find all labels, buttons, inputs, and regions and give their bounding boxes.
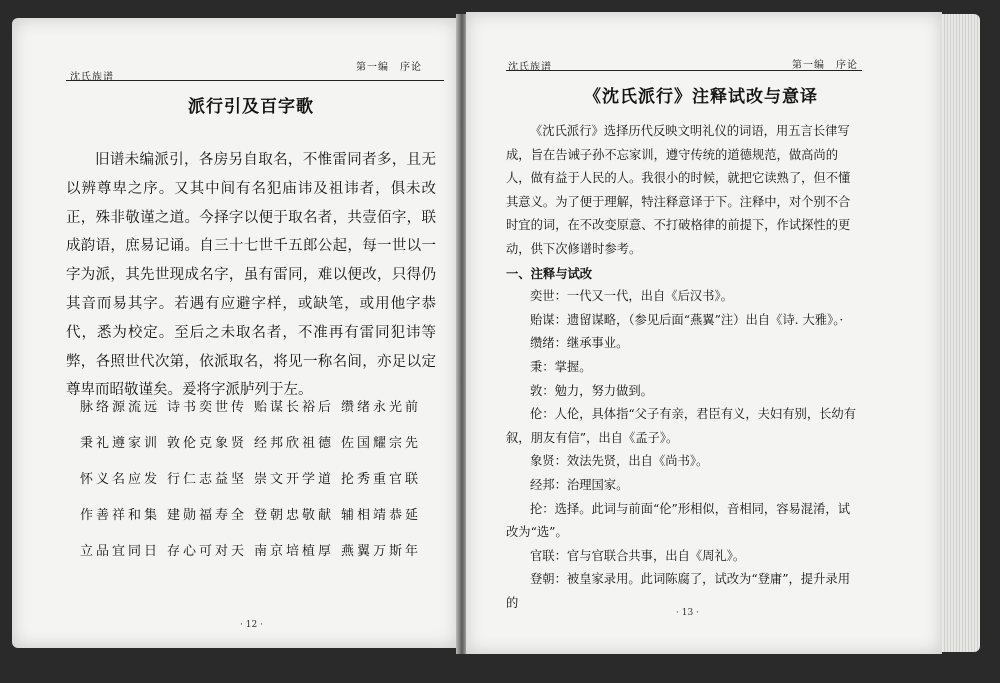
left-page-title: 派行引及百字歌 bbox=[188, 97, 314, 117]
left-header-chapter: 第一编 序论 bbox=[356, 62, 422, 73]
entry-paragraph: 秉：掌握。 bbox=[530, 359, 592, 374]
entry-paragraph: 敦：勉力，努力做到。 bbox=[530, 383, 653, 398]
entry-paragraph: 伦：人伦，具体指“父子有亲，君臣有义，夫妇有别，长幼有叙，朋友有信”，出自《孟子》。 bbox=[506, 407, 857, 445]
entry-paragraph: 贻谋：遗留谋略，（参见后面“燕翼”注）出自《诗. 大雅》。· bbox=[530, 312, 844, 327]
entry-paragraph: 抡：选择。此词与前面“伦”形相似，音相同，容易混淆，试改为“选”。 bbox=[506, 501, 850, 540]
verse-row bbox=[80, 468, 440, 504]
right-header-book-title: 沈氏族谱 bbox=[508, 62, 552, 73]
entry-paragraph: 官联：官与官联合共事，出自《周礼》。 bbox=[530, 548, 746, 563]
verse-line: 存心可对天 bbox=[167, 544, 248, 559]
page-edge-stack bbox=[942, 14, 980, 652]
verse-line: 怀义名应发 bbox=[80, 472, 161, 487]
verse-line: 秉礼遵家训 bbox=[80, 436, 161, 451]
verse-grid bbox=[80, 396, 440, 576]
verse-line: 缵绪永光前 bbox=[341, 400, 422, 415]
right-header-chapter: 第一编 序论 bbox=[792, 60, 858, 71]
right-header-rule bbox=[506, 70, 862, 71]
verse-line: 燕翼万斯年 bbox=[341, 544, 422, 559]
right-page-number: · 13 · bbox=[676, 608, 699, 618]
verse-line: 辅相靖恭延 bbox=[341, 508, 422, 523]
entry-paragraph: 登朝：被皇家录用。此词陈腐了，试改为“登庸”，提升录用的 bbox=[506, 572, 850, 610]
left-page-body: 旧谱未编派引，各房另自取名，不惟雷同者多，且无以辨尊卑之序。又其中间有名犯庙讳及祖讳者，俱未改正，殊非敬谨之道。今择字以便于取名者，共壹佰字，联成韵语，庶易记诵。自三十七世千五郎公起，每一世以一字为派，其先世现成名字，虽有雷同，难以便改，只得仍其音而易其字。若遇有应避字样，或缺笔，或用他字恭代，悉为校定。至后之未取名者，不准再有雷同犯讳等弊，各照世代次第，依派取名，将见一称名间，亦足以定尊卑而昭敬谨矣。爰将字派胪列于左。 bbox=[66, 152, 436, 399]
verse-line: 南京培植厚 bbox=[254, 544, 335, 559]
right-page-title: 《沈氏派行》注释试改与意译 bbox=[584, 87, 818, 107]
verse-line: 诗书奕世传 bbox=[167, 400, 248, 415]
verse-line: 作善祥和集 bbox=[80, 508, 161, 523]
entry-paragraph: 经邦：治理国家。 bbox=[530, 477, 629, 492]
intro-paragraph: 《沈氏派行》选择历代反映文明礼仪的词语，用五言长律写成，旨在告诫子孙不忘家训，遵守传统的道德规范，做高尚的人，做有益于人民的人。我很小的时候，就把它读熟了，但不懂其意义。为了便于理解，特注释意译于下。注释中，对个别不合时宜的词，在不改变原意、不打破格律的前提下，作试探性的更动，供下次修谱时参考。 bbox=[506, 124, 851, 256]
verse-line: 经邦欣祖德 bbox=[254, 436, 335, 451]
verse-line: 佐国耀宗先 bbox=[341, 436, 422, 451]
right-page-body bbox=[506, 120, 862, 615]
entry-paragraph: 象贤：效法先贤，出自《尚书》。 bbox=[530, 454, 709, 469]
verse-line: 登朝忠敬献 bbox=[254, 508, 335, 523]
verse-row bbox=[80, 396, 440, 432]
verse-row bbox=[80, 540, 440, 576]
verse-line: 行仁志益坚 bbox=[167, 472, 248, 487]
verse-line: 立品宜同日 bbox=[80, 544, 161, 559]
verse-row bbox=[80, 504, 440, 540]
entry-paragraph: 缵绪：继承事业。 bbox=[530, 336, 629, 351]
verse-line: 贻谋长裕后 bbox=[254, 400, 335, 415]
verse-line: 脉络源流远 bbox=[80, 400, 161, 415]
verse-line: 抡秀重官联 bbox=[341, 472, 422, 487]
section-heading: 一、注释与试改 bbox=[506, 265, 593, 281]
verse-line: 崇文开学道 bbox=[254, 472, 335, 487]
verse-line: 建勋福寿全 bbox=[167, 508, 248, 523]
verse-line: 敦伦克象贤 bbox=[167, 436, 248, 451]
left-header-rule bbox=[66, 80, 444, 81]
verse-row bbox=[80, 432, 440, 468]
left-page-number: · 12 · bbox=[240, 620, 263, 630]
entry-paragraph: 奕世：一代又一代，出自《后汉书》。 bbox=[530, 289, 733, 304]
left-header-book-title: 沈氏族谱 bbox=[70, 72, 114, 83]
